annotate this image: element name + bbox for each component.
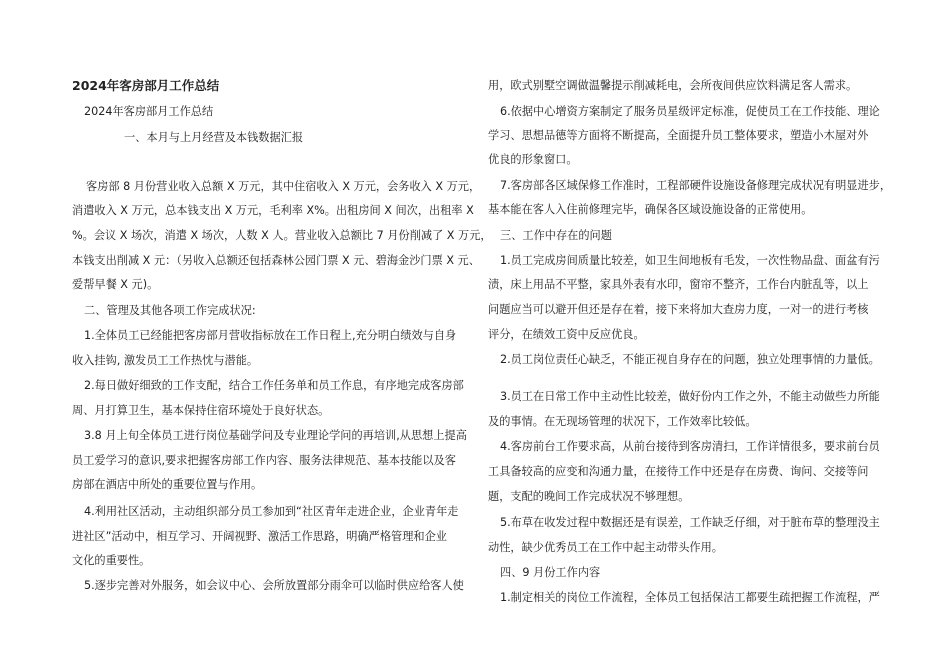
paragraph-line: 4.客房前台工作要求高，从前台接待到客房清扫，工作详情很多，要求前台员 xyxy=(500,440,880,453)
paragraph-line: 1.全体员工已经能把客房部月营收指标放在工作日程上,充分明白绩效与自身 xyxy=(84,329,457,342)
paragraph-line: 4.利用社区活动，主动组织部分员工参加到“社区青年走进企业，企业青年走 xyxy=(84,505,459,518)
paragraph-line: 2.每日做好细致的工作支配，结合工作任务单和员工作息，有序地完成客房部 xyxy=(84,379,464,392)
paragraph-line: 收入挂钩, 激发员工工作热忱与潜能。 xyxy=(72,354,259,367)
document-title: 2024年客房部月工作总结 xyxy=(72,78,220,93)
paragraph-line: 房部在酒店中所处的重要位置与作用。 xyxy=(72,478,263,491)
paragraph-line: 2.员工岗位责任心缺乏，不能正视自身存在的问题，独立处理事情的力量低。 xyxy=(500,353,880,366)
paragraph-line: 3.8 月上旬全体员工进行岗位基础学问及专业理论学问的再培训,从思想上提高 xyxy=(84,429,467,442)
paragraph-line: 3.员工在日常工作中主动性比较差，做好份内工作之外，不能主动做些力所能 xyxy=(500,390,880,403)
paragraph-line: %。会议 X 场次，消遣 X 场次，人数 X 人。营业收入总额比 7 月份削减了 X 万元， xyxy=(72,229,492,242)
subtitle: 2024年客房部月工作总结 xyxy=(84,105,214,118)
paragraph-line: 基本能在客人入住前修理完毕，确保各区域设施设备的正常使用。 xyxy=(488,203,813,216)
section-heading-1: 一、本月与上月经营及本钱数据汇报 xyxy=(124,131,304,144)
paragraph-line: 动性，缺少优秀员工在工作中起主动带头作用。 xyxy=(488,541,723,554)
paragraph-line: 问题应当可以避开但还是存在着，接下来将加大查房力度，一对一的进行考核 xyxy=(488,303,869,316)
paragraph-line: 7.客房部各区域保修工作准时，工程部硬件设施设备修理完成状况有明显进步， xyxy=(500,179,892,192)
paragraph-line: 及的事情。在无现场管理的状况下，工作效率比较低。 xyxy=(488,415,757,428)
paragraph-line: 本钱支出削减 X 元：（另收入总额还包括森林公园门票 X 元、碧海金沙门票 X 元、 xyxy=(72,254,480,267)
paragraph-line: 1.员工完成房间质量比较差，如卫生间地板有毛发，一次性物品盘、面盆有污 xyxy=(500,254,880,267)
paragraph-line: 工具备较高的应变和沟通力量，在接待工作中还是存在房费、询问、交接等问 xyxy=(488,465,869,478)
paragraph-line: 爱帮早餐 X 元)。 xyxy=(72,278,159,291)
paragraph-line: 评分，在绩效工资中反应优良。 xyxy=(488,328,645,341)
paragraph-line: 消遣收入 X 万元，总本钱支出 X 万元，毛利率 X%。出租房间 X 间次，出租率 X xyxy=(72,204,474,217)
paragraph-line: 文化的重要性。 xyxy=(72,554,151,567)
paragraph-line: 学习、思想品德等方面将不断提高，全面提升员工整体要求，塑造小木屋对外 xyxy=(488,129,869,142)
paragraph-line: 题，支配的晚间工作完成状况不够理想。 xyxy=(488,490,690,503)
paragraph-line: 1.制定相关的岗位工作流程，全体员工包括保洁工都要生疏把握工作流程，严 xyxy=(500,591,880,604)
section-heading-2: 二、管理及其他各项工作完成状况: xyxy=(84,304,256,317)
section-heading-4: 四、9 月份工作内容 xyxy=(500,566,601,579)
paragraph-line: 周、月打算卫生，基本保持住宿环境处于良好状态。 xyxy=(72,404,330,417)
paragraph-line: 6.依据中心增资方案制定了服务员星级评定标准，促使员工在工作技能、理论 xyxy=(500,105,880,118)
paragraph-line: 5.逐步完善对外服务，如会议中心、会所放置部分雨伞可以临时供应给客人使 xyxy=(84,579,464,592)
paragraph-line: 客房部 8 月份营业收入总额 X 万元，其中住宿收入 X 万元，会务收入 X 万元， xyxy=(86,180,481,193)
paragraph-line: 进社区”活动中，相互学习、开阔视野、激活工作思路，明确严格管理和企业 xyxy=(72,530,447,543)
section-heading-3: 三、工作中存在的问题 xyxy=(500,229,612,242)
paragraph-line: 渍，床上用品不平整，家具外表有水印，窗帘不整齐，工作台内脏乱等，以上 xyxy=(488,278,869,291)
paragraph-line: 5.布草在收发过程中数据还是有误差，工作缺乏仔细，对于脏布草的整理没主 xyxy=(500,516,880,529)
paragraph-line: 用，欧式别墅空调做温馨提示削减耗电，会所夜间供应饮料满足客人需求。 xyxy=(488,79,858,92)
paragraph-line: 员工爱学习的意识,要求把握客房部工作内容、服务法律规范、基本技能以及客 xyxy=(72,454,456,467)
paragraph-line: 优良的形象窗口。 xyxy=(488,153,578,166)
